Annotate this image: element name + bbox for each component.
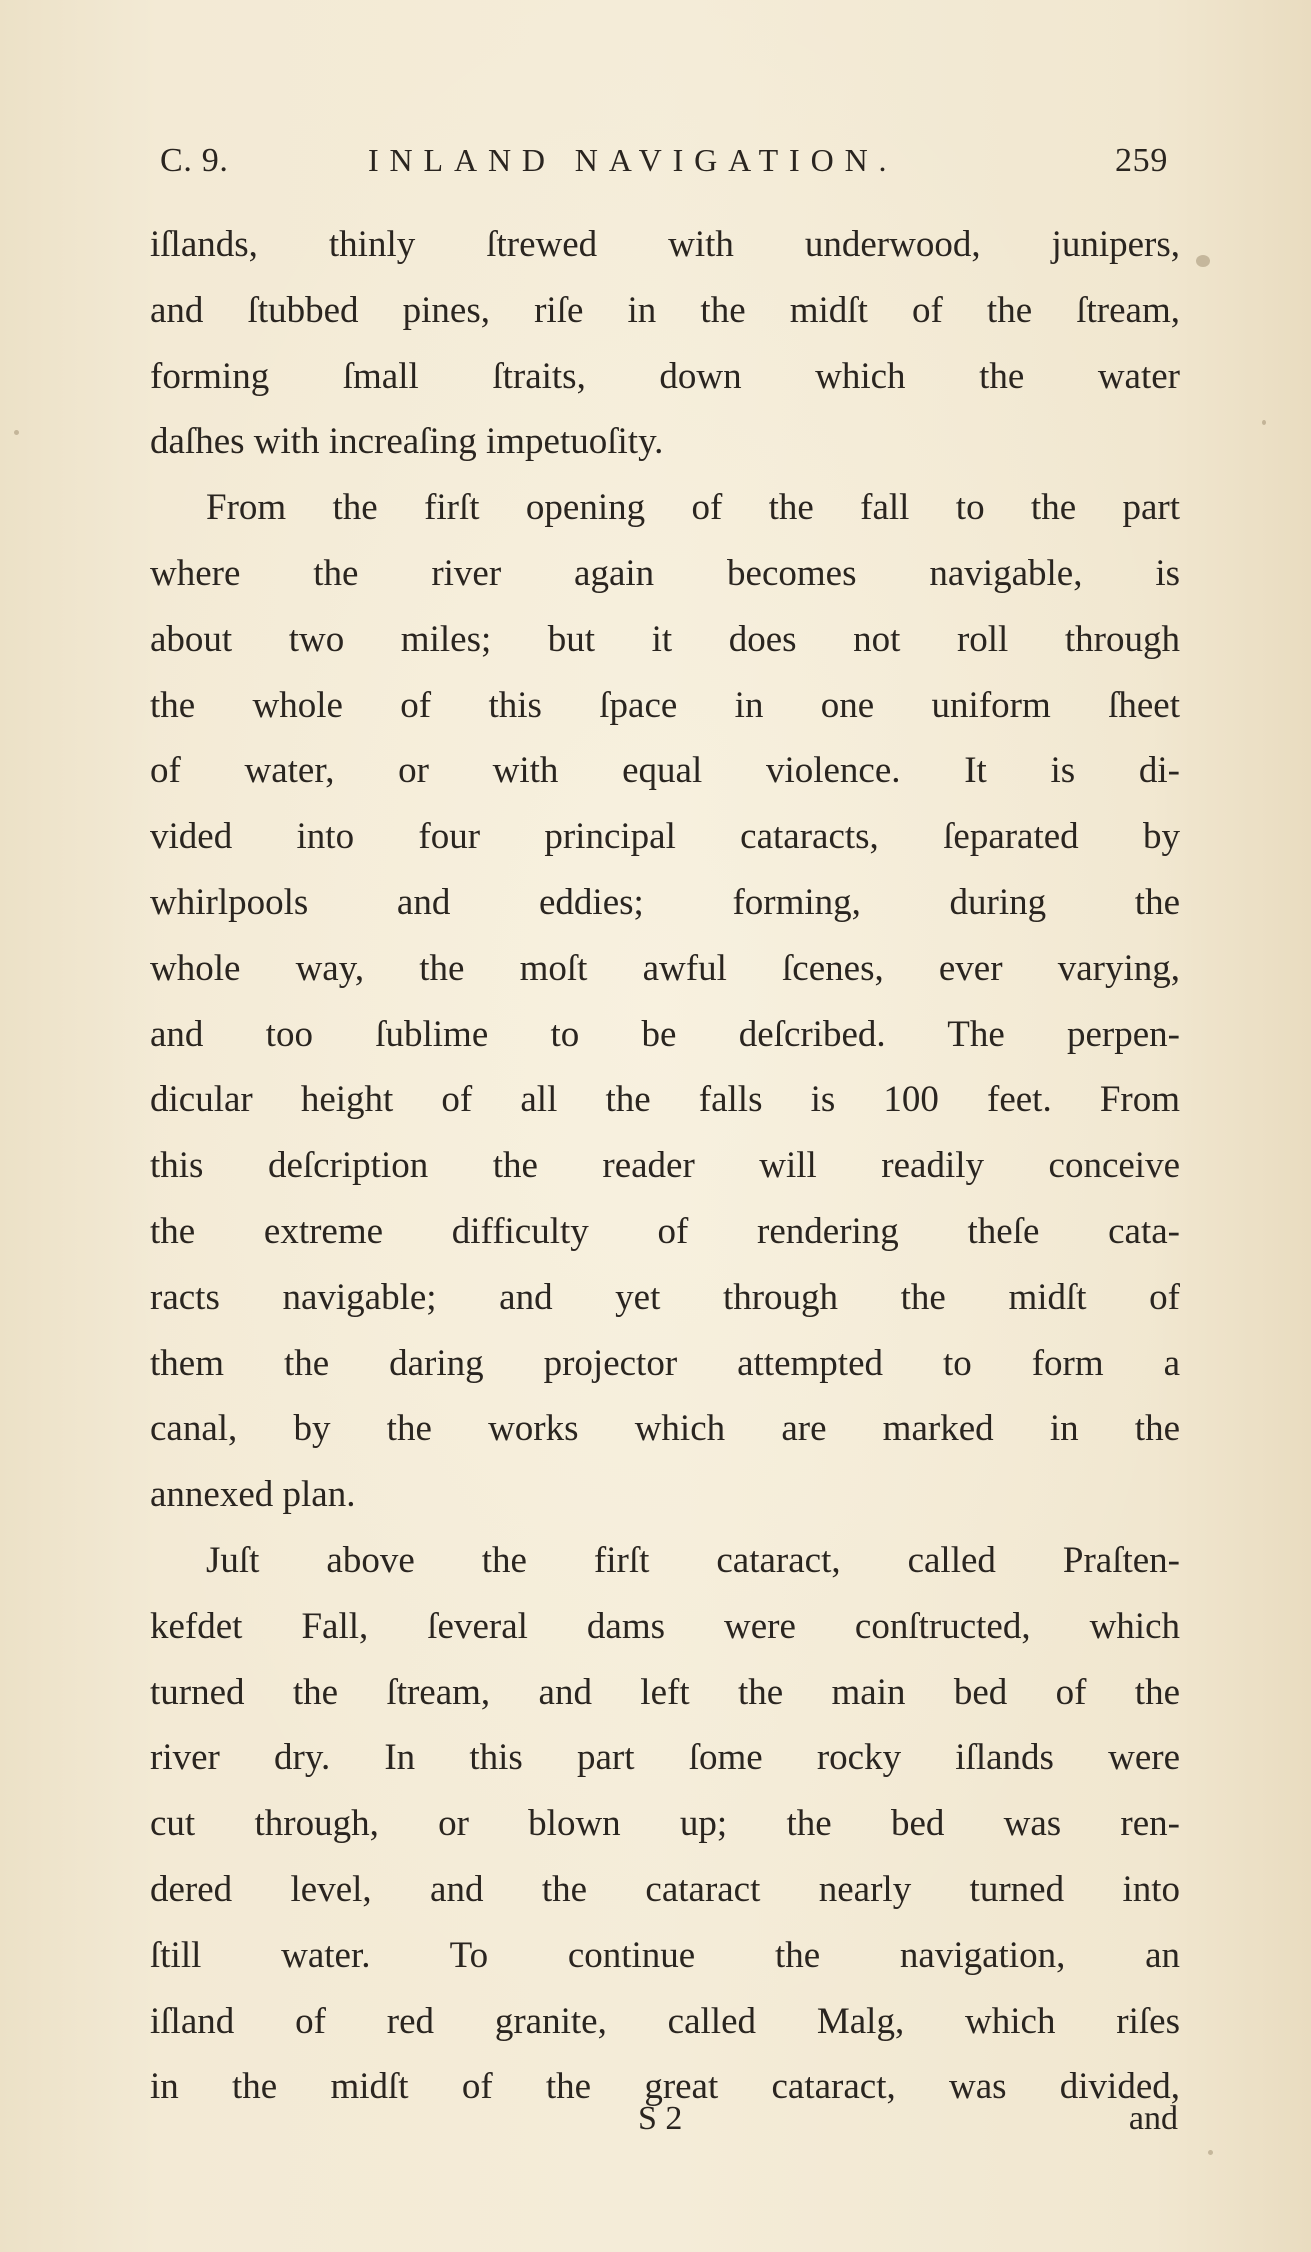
signature-mark: S 2	[638, 2100, 683, 2137]
text-line: of water, or with equal violence. It is di-	[150, 750, 1180, 792]
text-line: this deſcription the reader will readily conceive	[150, 1145, 1180, 1187]
text-line: racts navigable; and yet through the midſt of	[150, 1276, 1180, 1318]
paper-speck	[1196, 255, 1210, 267]
paper-speck	[1262, 420, 1266, 425]
text-line: where the river again becomes navigable, is	[150, 552, 1180, 594]
text-line: them the daring projector attempted to form a	[150, 1342, 1180, 1384]
paper-speck	[14, 430, 19, 435]
text-line: iſlands, thinly ſtrewed with underwood, junipers,	[150, 224, 1180, 265]
text-line: and too ſublime to be deſcribed. The perpen-	[150, 1013, 1180, 1055]
text-line: and ſtubbed pines, riſe in the midſt of the ſtream,	[150, 289, 1180, 331]
text-line: whirlpools and eddies; forming, during the	[150, 881, 1180, 923]
text-line: about two miles; but it does not roll through	[150, 618, 1180, 660]
text-line: annexed plan.	[150, 1474, 356, 1516]
page-header	[148, 142, 1178, 192]
text-line: kefdet Fall, ſeveral dams were conſtructed, which	[150, 1605, 1180, 1647]
page-footer	[148, 2100, 1178, 2150]
text-line: in the midſt of the great cataract, was divided,	[150, 2066, 1180, 2108]
text-line: canal, by the works which are marked in the	[150, 1408, 1180, 1450]
chapter-reference: C. 9.	[160, 142, 229, 179]
text-line: whole way, the moſt awful ſcenes, ever varying,	[150, 947, 1180, 989]
text-line: ſtill water. To continue the navigation, an	[150, 1934, 1180, 1976]
text-line: daſhes with increaſing impetuoſity.	[150, 421, 664, 463]
paper-speck	[1208, 2150, 1213, 2155]
paragraph-start-line: Juſt above the firſt cataract, called Praſten-	[206, 1539, 1180, 1581]
text-line: turned the ſtream, and left the main bed of the	[150, 1671, 1180, 1713]
catchword: and	[1128, 2100, 1178, 2137]
paragraph-start-line: From the firſt opening of the fall to the part	[206, 487, 1180, 529]
page-number: 259	[1114, 142, 1168, 179]
text-line: iſland of red granite, called Malg, which riſes	[150, 2000, 1180, 2042]
text-line: dered level, and the cataract nearly turned into	[150, 1868, 1180, 1910]
text-line: vided into four principal cataracts, ſeparated by	[150, 816, 1180, 858]
body-text	[150, 212, 1180, 2120]
text-line: cut through, or blown up; the bed was ren-	[150, 1803, 1180, 1845]
running-title: INLAND NAVIGATION.	[368, 142, 898, 178]
text-line: the whole of this ſpace in one uniform ſheet	[150, 684, 1180, 726]
text-line: forming ſmall ſtraits, down which the water	[150, 355, 1180, 397]
text-line: river dry. In this part ſome rocky iſlands were	[150, 1737, 1180, 1779]
text-line: dicular height of all the falls is 100 feet. From	[150, 1079, 1180, 1121]
text-line: the extreme difficulty of rendering theſe cata-	[150, 1210, 1180, 1252]
